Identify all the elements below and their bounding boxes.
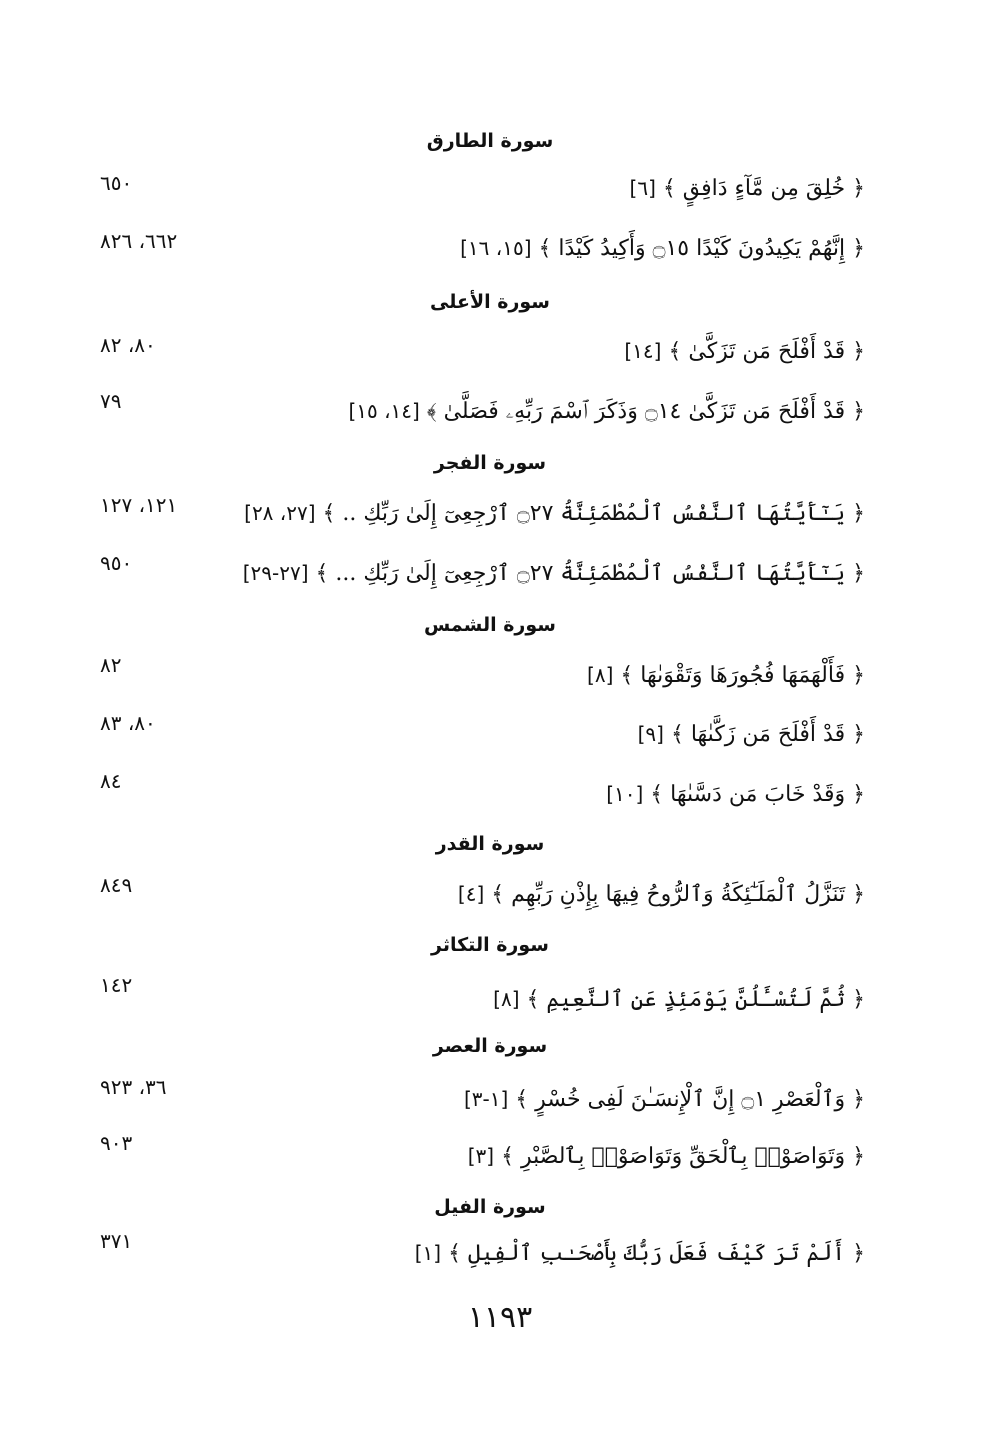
verse-reference: [٩] [637, 722, 664, 746]
page-references: ٦٦٢، ٨٢٦ [100, 229, 178, 253]
page-references: ١٤٢ [100, 973, 133, 997]
verse-text: ﴿ وَتَوَاصَوْا۟ بِٱلْحَقِّ وَتَوَاصَوْا۟ بِٱلصَّبْرِ ﴾ [501, 1144, 865, 1169]
verse-reference: [٣] [467, 1144, 495, 1168]
verse-text: ﴿ وَقَدْ خَابَ مَن دَسَّىٰهَا ﴾ [650, 782, 865, 807]
verse-reference: [١] [414, 1241, 442, 1265]
verse-line [638, 718, 865, 751]
verse-reference: [١٠] [606, 782, 644, 806]
verse-line [587, 659, 865, 692]
verse-line [415, 1237, 865, 1270]
verse-text: ﴿ خُلِقَ مِن مَّآءٍ دَافِقٍ ﴾ [662, 176, 865, 201]
verse-reference: [٦] [629, 176, 656, 200]
verse-text: ﴿ إِنَّهُمْ يَكِيدُونَ كَيْدًا ۝١٥ وَأَكِيدُ كَيْدًا ﴾ [538, 236, 865, 261]
verse-text: ﴿ قَدْ أَفْلَحَ مَن تَزَكَّىٰ ۝١٤ وَذَكَرَ ٱسْمَ رَبِّهِۦ فَصَلَّىٰ ﴾ [426, 399, 865, 424]
verse-reference: [١٥، ١٦] [460, 236, 532, 260]
verse-reference: [٤] [457, 882, 485, 906]
page-references: ٨٢ [100, 653, 122, 677]
surah-heading: سورة التكاثر [431, 934, 549, 956]
page-references: ٨٤٩ [100, 873, 133, 897]
verse-text: ﴿ تَنَزَّلُ ٱلْمَلَـٰٓئِكَةُ وَٱلرُّوحُ فِيهَا بِإِذْنِ رَبِّهِم ﴾ [491, 882, 865, 907]
verse-text: ﴿ يَـٰٓأَيَّتُهَا ٱلنَّفْسُ ٱلْمُطْمَئِنَّةُ ۝٢٧ ٱرْجِعِىٓ إِلَىٰ رَبِّكِ .. ﴾ [322, 501, 865, 526]
verse-line [606, 778, 865, 811]
surah-heading: سورة الطارق [426, 130, 554, 152]
verse-reference: [٢٧-٢٩] [242, 561, 309, 585]
page-references: ٣٧١ [100, 1229, 133, 1253]
verse-line [624, 335, 865, 368]
verse-reference: [٨] [587, 663, 614, 687]
surah-heading: سورة القدر [435, 833, 545, 855]
verse-line [348, 395, 865, 428]
verse-text: ﴿ قَدْ أَفْلَحَ مَن زَكَّىٰهَا ﴾ [670, 722, 865, 747]
page-references: ٦٥٠ [100, 171, 133, 195]
surah-heading: سورة الأعلى [430, 291, 550, 313]
verse-line [464, 1083, 865, 1116]
verse-line [458, 878, 865, 911]
verse-text: ﴿ ثُمَّ لَتُسْـَٔلُنَّ يَوْمَئِذٍ عَنِ ٱلنَّعِيمِ ﴾ [526, 987, 865, 1012]
verse-text: ﴿ وَٱلْعَصْرِ ۝١ إِنَّ ٱلْإِنسَـٰنَ لَفِى خُسْرٍ ﴾ [515, 1087, 865, 1112]
verse-reference: [٢٧، ٢٨] [244, 501, 316, 525]
page-number: ١١٩٣ [467, 1300, 533, 1335]
page-references: ٨٠، ٨٢ [100, 333, 156, 357]
verse-line [243, 557, 865, 590]
page-references: ٩٠٣ [100, 1131, 133, 1155]
verse-line [468, 1140, 865, 1173]
page-references: ٣٦، ٩٢٣ [100, 1075, 167, 1099]
verse-reference: [١-٣] [463, 1087, 509, 1111]
page-references: ٨٠، ٨٣ [100, 711, 156, 735]
surah-heading: سورة الفجر [433, 452, 547, 474]
surah-heading: سورة الفيل [434, 1196, 546, 1218]
verse-text: ﴿ فَأَلْهَمَهَا فُجُورَهَا وَتَقْوَىٰهَا ﴾ [620, 663, 865, 688]
verse-line [630, 172, 866, 205]
page-references: ١٢١، ١٢٧ [100, 493, 178, 517]
page-references: ٧٩ [100, 389, 122, 413]
verse-text: ﴿ أَلَمْ تَرَ كَيْفَ فَعَلَ رَبُّكَ بِأَصْحَـٰبِ ٱلْفِيلِ ﴾ [448, 1241, 865, 1266]
page-references: ٩٥٠ [100, 551, 133, 575]
page-references: ٨٤ [100, 769, 122, 793]
verse-line [460, 232, 865, 265]
verse-text: ﴿ يَـٰٓأَيَّتُهَا ٱلنَّفْسُ ٱلْمُطْمَئِنَّةُ ۝٢٧ ٱرْجِعِىٓ إِلَىٰ رَبِّكِ ... ﴾ [315, 561, 865, 586]
surah-heading: سورة العصر [432, 1035, 548, 1057]
verse-reference: [١٤، ١٥] [348, 399, 420, 423]
verse-line [244, 497, 865, 530]
verse-reference: [٨] [493, 987, 520, 1011]
verse-reference: [١٤] [624, 339, 662, 363]
verse-line [493, 983, 865, 1016]
verse-text: ﴿ قَدْ أَفْلَحَ مَن تَزَكَّىٰ ﴾ [668, 339, 865, 364]
surah-heading: سورة الشمس [424, 614, 556, 636]
